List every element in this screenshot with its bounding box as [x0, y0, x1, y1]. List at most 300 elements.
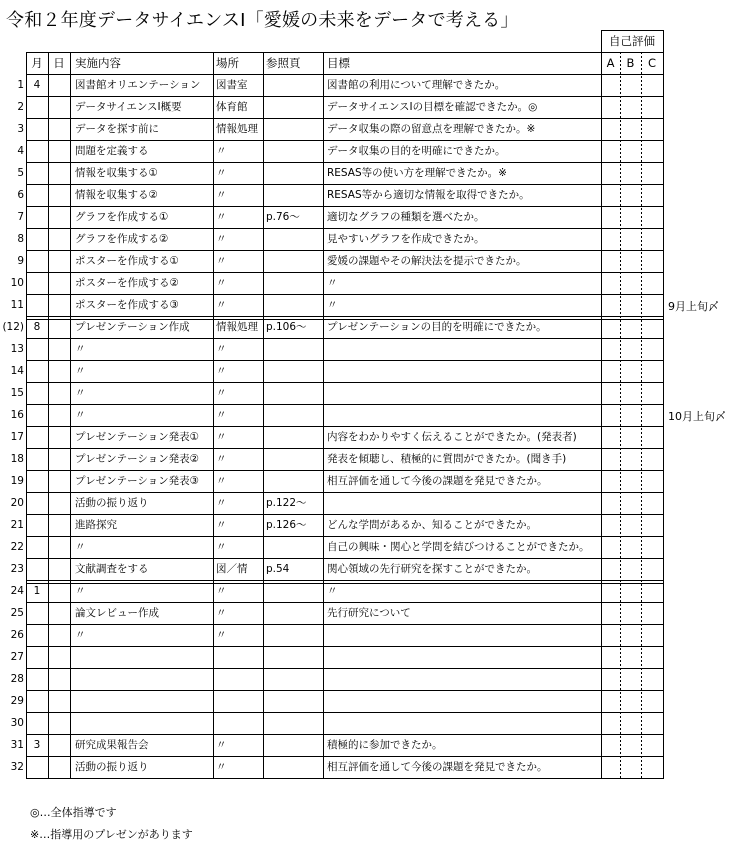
grid-line	[620, 528, 621, 530]
self-eval-header: 自己評価	[609, 34, 655, 48]
grid-line	[620, 712, 621, 714]
grid-line	[620, 188, 621, 190]
grid-line	[620, 764, 621, 766]
grid-line	[26, 712, 663, 713]
grid-line	[641, 696, 642, 698]
grid-line	[620, 616, 621, 618]
grid-line	[641, 652, 642, 654]
grid-line	[620, 96, 621, 98]
grid-line	[620, 340, 621, 342]
grid-line	[641, 232, 642, 234]
grid-line	[26, 558, 663, 559]
grid-line	[641, 372, 642, 374]
grid-line	[26, 74, 663, 75]
grid-line	[641, 568, 642, 570]
grid-line	[620, 664, 621, 666]
grid-line	[620, 136, 621, 138]
cell-goal: 適切なグラフの種類を選べたか。	[327, 211, 485, 223]
grid-line	[620, 524, 621, 526]
cell-no: 32	[10, 761, 24, 773]
grid-line	[620, 752, 621, 754]
cell-place: 〃	[216, 211, 227, 223]
grid-line	[620, 656, 621, 658]
grid-line	[620, 644, 621, 646]
grid-line	[26, 624, 663, 625]
grid-line	[620, 108, 621, 110]
grid-line	[641, 504, 642, 506]
cell-place: 〃	[216, 387, 227, 399]
cell-page: p.76～	[266, 211, 300, 223]
cell-no: 19	[10, 475, 24, 487]
grid-line	[641, 444, 642, 446]
grid-line	[620, 212, 621, 214]
cell-month: 1	[33, 585, 41, 597]
cell-place: 〃	[216, 145, 227, 157]
grid-line	[641, 720, 642, 722]
grid-line	[620, 440, 621, 442]
grid-line	[620, 732, 621, 734]
grid-line	[641, 300, 642, 302]
grid-line	[620, 740, 621, 742]
grid-line	[620, 540, 621, 542]
grid-line	[641, 188, 642, 190]
grid-line	[620, 356, 621, 358]
cell-no: 10	[10, 277, 24, 289]
grid-line	[641, 660, 642, 662]
grid-line	[620, 80, 621, 82]
cell-content: 〃	[75, 629, 86, 641]
grid-line	[620, 252, 621, 254]
grid-line	[620, 248, 621, 250]
cell-goal: 見やすいグラフを作成できたか。	[327, 233, 485, 245]
grid-line	[620, 612, 621, 614]
grid-line	[641, 376, 642, 378]
cell-no: 5	[17, 167, 24, 179]
grid-line	[641, 328, 642, 330]
legend-note-asterisk: ※…指導用のプレゼンがあります	[30, 828, 193, 841]
grid-line	[641, 156, 642, 158]
grid-line	[620, 704, 621, 706]
cell-goal: データ収集の際の留意点を理解できたか。※	[327, 123, 536, 135]
cell-place: 図書室	[216, 79, 248, 91]
cell-content: 情報を収集する①	[75, 167, 158, 179]
cell-no: 25	[10, 607, 24, 619]
grid-line	[620, 208, 621, 210]
grid-line	[620, 464, 621, 466]
grid-line	[620, 92, 621, 94]
grid-line	[641, 456, 642, 458]
grid-line	[641, 740, 642, 742]
grid-line	[641, 628, 642, 630]
grid-line	[620, 628, 621, 630]
cell-month: 8	[33, 321, 41, 333]
grid-line	[641, 436, 642, 438]
grid-line	[620, 124, 621, 126]
grid-line	[641, 316, 642, 318]
cell-page: p.122～	[266, 497, 307, 509]
grid-line	[641, 308, 642, 310]
grid-line	[620, 256, 621, 258]
grid-line	[641, 184, 642, 186]
grid-line	[641, 604, 642, 606]
grid-line	[641, 448, 642, 450]
grid-line	[26, 228, 663, 229]
grid-line	[26, 294, 663, 295]
grid-line	[620, 112, 621, 114]
grid-line	[641, 416, 642, 418]
grid-line	[641, 248, 642, 250]
grid-line	[620, 772, 621, 774]
grid-line	[641, 620, 642, 622]
cell-place: 〃	[216, 739, 227, 751]
col-header-page: 参照頁	[266, 56, 301, 70]
grid-line	[620, 412, 621, 414]
cell-content: プレゼンテーション発表①	[75, 431, 200, 443]
grid-line	[26, 690, 663, 691]
grid-line	[601, 30, 602, 52]
cell-goal: 〃	[327, 299, 338, 311]
grid-line	[620, 548, 621, 550]
grid-line	[641, 684, 642, 686]
grid-line	[641, 716, 642, 718]
grid-line	[620, 64, 621, 66]
grid-line	[620, 572, 621, 574]
grid-line	[641, 424, 642, 426]
grid-line	[620, 404, 621, 406]
grid-line	[641, 172, 642, 174]
cell-content: ポスターを作成する①	[75, 255, 179, 267]
grid-line	[641, 140, 642, 142]
grid-line	[620, 636, 621, 638]
grid-line	[620, 408, 621, 410]
grid-line	[620, 584, 621, 586]
grid-line	[641, 408, 642, 410]
grid-line	[620, 596, 621, 598]
grid-line	[641, 100, 642, 102]
grid-line	[620, 128, 621, 130]
grid-line	[620, 668, 621, 670]
cell-goal: 内容をわかりやすく伝えることができたか。(発表者)	[327, 431, 577, 443]
grid-line	[620, 680, 621, 682]
grid-line	[641, 104, 642, 106]
grid-line	[620, 268, 621, 270]
grid-line	[620, 236, 621, 238]
grid-line	[620, 580, 621, 582]
grid-line	[263, 52, 264, 779]
cell-no: 20	[10, 497, 24, 509]
cell-no: 22	[10, 541, 24, 553]
grid-line	[641, 388, 642, 390]
grid-line	[641, 160, 642, 162]
cell-place: 〃	[216, 233, 227, 245]
cell-place: 〃	[216, 453, 227, 465]
grid-line	[620, 220, 621, 222]
grid-line	[641, 700, 642, 702]
cell-page: p.106～	[266, 321, 307, 333]
grid-line	[620, 396, 621, 398]
cell-page: p.126～	[266, 519, 307, 531]
grid-line	[641, 600, 642, 602]
grid-line	[620, 280, 621, 282]
grid-line	[641, 460, 642, 462]
grid-line	[620, 476, 621, 478]
grid-line	[620, 176, 621, 178]
grid-line	[620, 264, 621, 266]
col-header-a: A	[606, 56, 615, 70]
deadline-note-sep: 9月上旬〆	[668, 300, 719, 313]
grid-line	[641, 728, 642, 730]
cell-no: 15	[10, 387, 24, 399]
grid-line	[641, 164, 642, 166]
grid-line	[641, 56, 642, 58]
cell-content: 〃	[75, 541, 86, 553]
cell-goal: RESAS等の使い方を理解できたか。※	[327, 167, 507, 179]
cell-no: 21	[10, 519, 24, 531]
col-header-place: 場所	[216, 56, 239, 70]
cell-place: 〃	[216, 365, 227, 377]
cell-no: 24	[10, 585, 24, 597]
grid-line	[26, 162, 663, 163]
grid-line	[26, 734, 663, 735]
grid-line	[641, 396, 642, 398]
grid-line	[641, 168, 642, 170]
grid-line	[641, 120, 642, 122]
cell-place: 体育館	[216, 101, 248, 113]
grid-line	[641, 584, 642, 586]
grid-line	[641, 112, 642, 114]
grid-line	[26, 52, 27, 779]
grid-line	[641, 88, 642, 90]
grid-line	[641, 324, 642, 326]
grid-line	[26, 404, 663, 405]
grid-line	[641, 712, 642, 714]
grid-line	[641, 136, 642, 138]
cell-no: 7	[17, 211, 24, 223]
grid-line	[641, 772, 642, 774]
grid-line	[641, 612, 642, 614]
grid-line	[620, 156, 621, 158]
cell-goal: 〃	[327, 277, 338, 289]
grid-line	[620, 144, 621, 146]
grid-line	[620, 516, 621, 518]
grid-line	[620, 436, 621, 438]
cell-no: 17	[10, 431, 24, 443]
cell-place: 〃	[216, 585, 227, 597]
grid-line	[641, 648, 642, 650]
grid-line	[620, 288, 621, 290]
grid-line	[641, 476, 642, 478]
grid-line	[641, 152, 642, 154]
grid-line	[620, 180, 621, 182]
grid-line	[620, 68, 621, 70]
cell-no: 26	[10, 629, 24, 641]
grid-line	[26, 646, 663, 647]
grid-line	[641, 632, 642, 634]
grid-line	[641, 692, 642, 694]
grid-line	[641, 640, 642, 642]
grid-line	[641, 556, 642, 558]
cell-content: 情報を収集する②	[75, 189, 158, 201]
grid-line	[641, 108, 642, 110]
grid-line	[620, 72, 621, 74]
grid-line	[620, 568, 621, 570]
grid-line	[663, 30, 664, 52]
grid-line	[620, 56, 621, 58]
grid-line	[620, 352, 621, 354]
grid-line	[620, 496, 621, 498]
grid-line	[641, 64, 642, 66]
cell-no: 8	[17, 233, 24, 245]
cell-place: 〃	[216, 167, 227, 179]
cell-goal: データサイエンスⅠの目標を確認できたか。◎	[327, 101, 538, 113]
grid-line	[641, 608, 642, 610]
cell-content: 論文レビュー作成	[75, 607, 159, 619]
cell-no: 9	[17, 255, 24, 267]
grid-line	[620, 292, 621, 294]
cell-content: 活動の振り返り	[75, 761, 149, 773]
grid-line	[641, 764, 642, 766]
cell-place: 〃	[216, 607, 227, 619]
grid-line	[620, 748, 621, 750]
grid-line	[620, 260, 621, 262]
grid-line	[620, 60, 621, 62]
grid-line	[48, 52, 49, 779]
cell-no: 14	[10, 365, 24, 377]
grid-line	[641, 268, 642, 270]
grid-line	[641, 204, 642, 206]
cell-content: 進路探究	[75, 519, 117, 531]
grid-line	[641, 284, 642, 286]
col-header-content: 実施内容	[75, 56, 121, 70]
grid-line	[620, 424, 621, 426]
grid-line	[641, 644, 642, 646]
grid-line	[620, 504, 621, 506]
cell-month: 3	[33, 739, 41, 751]
grid-line	[641, 400, 642, 402]
grid-line	[620, 196, 621, 198]
grid-line	[641, 588, 642, 590]
grid-line	[641, 468, 642, 470]
grid-line	[641, 756, 642, 758]
cell-goal: 相互評価を通して今後の課題を発見できたか。	[327, 475, 548, 487]
grid-line	[620, 556, 621, 558]
grid-line	[641, 736, 642, 738]
grid-line	[620, 708, 621, 710]
grid-line	[620, 492, 621, 494]
grid-line	[26, 492, 663, 493]
grid-line	[620, 88, 621, 90]
grid-line	[641, 508, 642, 510]
grid-line	[620, 312, 621, 314]
grid-line	[620, 100, 621, 102]
grid-line	[620, 720, 621, 722]
grid-line	[641, 332, 642, 334]
grid-line	[620, 648, 621, 650]
grid-line	[641, 432, 642, 434]
grid-line	[620, 104, 621, 106]
page-title: 令和２年度データサイエンスⅠ「愛媛の未来をデータで考える」	[6, 10, 519, 31]
grid-line	[620, 532, 621, 534]
grid-line	[641, 624, 642, 626]
grid-line	[601, 52, 602, 779]
grid-line	[620, 760, 621, 762]
grid-line	[26, 272, 663, 273]
cell-content: 研究成果報告会	[75, 739, 149, 751]
cell-place: 〃	[216, 475, 227, 487]
grid-line	[620, 512, 621, 514]
grid-line	[641, 212, 642, 214]
grid-line	[620, 164, 621, 166]
grid-line	[641, 364, 642, 366]
grid-line	[26, 316, 663, 317]
grid-line	[641, 688, 642, 690]
grid-line	[641, 580, 642, 582]
grid-line	[641, 452, 642, 454]
grid-line	[26, 118, 663, 119]
grid-line	[641, 296, 642, 298]
grid-line	[620, 160, 621, 162]
grid-line	[620, 388, 621, 390]
grid-line	[641, 428, 642, 430]
grid-line	[620, 336, 621, 338]
grid-line	[641, 492, 642, 494]
cell-page: p.54	[266, 563, 290, 575]
cell-no: 2	[17, 101, 24, 113]
grid-line	[641, 548, 642, 550]
grid-line	[26, 668, 663, 669]
grid-line	[620, 368, 621, 370]
grid-line	[641, 128, 642, 130]
cell-no: 31	[10, 739, 24, 751]
grid-line	[641, 352, 642, 354]
grid-line	[620, 204, 621, 206]
grid-line	[641, 704, 642, 706]
grid-line	[620, 140, 621, 142]
grid-line	[620, 624, 621, 626]
grid-line	[620, 620, 621, 622]
grid-line	[641, 752, 642, 754]
grid-line	[641, 392, 642, 394]
cell-place: 〃	[216, 343, 227, 355]
grid-line	[641, 304, 642, 306]
grid-line	[641, 412, 642, 414]
grid-line	[620, 600, 621, 602]
grid-line	[620, 240, 621, 242]
grid-line	[70, 52, 71, 779]
grid-line	[620, 660, 621, 662]
grid-line	[641, 636, 642, 638]
grid-line	[620, 84, 621, 86]
grid-line	[641, 244, 642, 246]
grid-line	[620, 300, 621, 302]
cell-goal: 自己の興味・関心と学問を結びつけることができたか。	[327, 541, 590, 553]
grid-line	[620, 604, 621, 606]
grid-line	[620, 544, 621, 546]
grid-line	[641, 480, 642, 482]
cell-place: 〃	[216, 299, 227, 311]
grid-line	[620, 564, 621, 566]
grid-line	[641, 96, 642, 98]
grid-line	[620, 272, 621, 274]
cell-content: 〃	[75, 343, 86, 355]
cell-content: 〃	[75, 365, 86, 377]
grid-line	[641, 572, 642, 574]
cell-goal: 相互評価を通して今後の課題を発見できたか。	[327, 761, 548, 773]
cell-place: 〃	[216, 629, 227, 641]
cell-content: 〃	[75, 585, 86, 597]
grid-line	[26, 140, 663, 141]
grid-line	[641, 592, 642, 594]
